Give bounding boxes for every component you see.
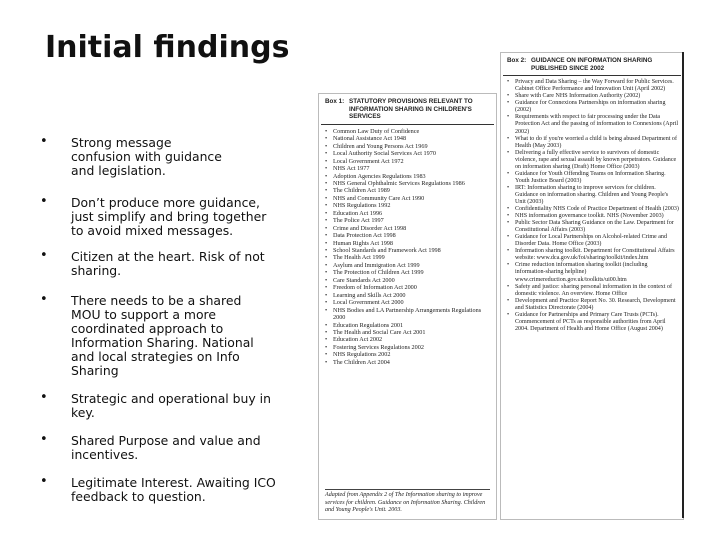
- box-header: [503, 53, 681, 76]
- finding-item: [40, 294, 300, 378]
- bullet-icon: •: [40, 390, 48, 405]
- list-item: • Children and Young Persons Act 1969: [325, 143, 491, 150]
- list-item: • School Standards and Framework Act 1998: [325, 247, 491, 254]
- finding-item: [40, 136, 300, 178]
- list-item: • NHS information governance toolkit. NHS (November 2003): [507, 213, 679, 220]
- list-item: • Education Act 1996: [325, 210, 491, 217]
- bullet-icon: •: [40, 248, 48, 263]
- list-item: • National Assistance Act 1948: [325, 135, 491, 142]
- list-item: • The Health and Social Care Act 2001: [325, 329, 491, 336]
- page-edge-divider: [682, 52, 684, 518]
- list-item: • Human Rights Act 1998: [325, 240, 491, 247]
- list-item: • Share with Care NHS Information Authority (2002): [507, 93, 679, 100]
- list-item: • IRT: Information sharing to improve services for children. Guidance on information sharing. Children and Young People's Unit (2003): [507, 185, 679, 206]
- list-item: • Development and Practice Report No. 30. Research, Development and Statistics Directorate (2004): [507, 298, 679, 312]
- list-item: • Guidance for Partnerships and Primary Care Trusts (PCTs). Commencement of PCTs as responsible authorities from April 2004. Department of Health and Home Office (August 2004): [507, 312, 679, 333]
- list-item: • Guidance for Connexions Partnerships on information sharing (2002): [507, 100, 679, 114]
- list-item: • Fostering Services Regulations 2002: [325, 344, 491, 351]
- list-item: • NHS and Community Care Act 1990: [325, 195, 491, 202]
- finding-text: Legitimate Interest. Awaiting ICO feedback to question.: [71, 475, 276, 504]
- list-item: • Crime reduction information sharing toolkit (including information-sharing helpline) www.crimereduction.gov.uk/toolkits/ui00.htm: [507, 262, 679, 283]
- list-item: • Guidance for Local Partnerships on Alcohol-related Crime and Disorder Data. Home Office (2003): [507, 234, 679, 248]
- list-item: • Guidance for Youth Offending Teams on Information Sharing. Youth Justice Board (2003): [507, 171, 679, 185]
- list-item: • Education Regulations 2001: [325, 322, 491, 329]
- list-item: • Local Authority Social Services Act 1970: [325, 150, 491, 157]
- box-title: STATUTORY PROVISIONS RELEVANT TO INFORMATION SHARING IN CHILDREN'S SERVICES: [349, 98, 473, 121]
- list-item: • The Health Act 1999: [325, 254, 491, 261]
- finding-item: [40, 196, 300, 238]
- finding-text: Shared Purpose and value and incentives.: [71, 433, 261, 462]
- list-item: • Privacy and Data Sharing – the Way Forward for Public Services. Cabinet Office Performance and Innovation Unit (April 2002): [507, 79, 679, 93]
- box-header: [321, 94, 494, 125]
- list-item: • NHS Bodies and LA Partnership Arrangements Regulations 2000: [325, 307, 491, 322]
- statute-list: [319, 128, 496, 367]
- box-footnote: Adapted from Appendix 2 of The Information sharing to improve services for children. Guidance on Information Sharing. Children and Young People's Unit. 2003.: [325, 489, 490, 514]
- list-item: • The Children Act 2004: [325, 359, 491, 366]
- list-item: • Adoption Agencies Regulations 1983: [325, 173, 491, 180]
- finding-text: Strong message confusion with guidance and legislation.: [71, 135, 222, 178]
- list-item: • Common Law Duty of Confidence: [325, 128, 491, 135]
- guidance-list: [501, 79, 683, 333]
- list-item: • The Police Act 1997: [325, 217, 491, 224]
- slide-title: Initial findings: [45, 30, 290, 65]
- list-item: • Local Government Act 2000: [325, 299, 491, 306]
- finding-text: There needs to be a shared MOU to support a more coordinated approach to Information Sharing. National and local strategies on Info Sharing: [71, 293, 254, 378]
- list-item: • Public Sector Data Sharing Guidance on the Law. Department for Constitutional Affairs (2003): [507, 220, 679, 234]
- list-item: • Asylum and Immigration Act 1999: [325, 262, 491, 269]
- list-item: • NHS Regulations 2002: [325, 351, 491, 358]
- box-title: GUIDANCE ON INFORMATION SHARING PUBLISHED SINCE 2002: [531, 57, 653, 72]
- list-item: • NHS General Ophthalmic Services Regulations 1986: [325, 180, 491, 187]
- list-item: • Safety and justice: sharing personal information in the context of domestic violence. An overview. Home Office: [507, 284, 679, 298]
- list-item: • Delivering a fully effective service to survivors of domestic violence, rape and sexual assault by known perpetrators. Guidance on information sharing (Draft) Home Office (2003): [507, 150, 679, 171]
- list-item: • Crime and Disorder Act 1998: [325, 225, 491, 232]
- list-item: • Requirements with respect to fair processing under the Data Protection Act and the passing of information to Connexions (April 2002): [507, 114, 679, 135]
- bullet-icon: •: [40, 134, 48, 149]
- finding-text: Strategic and operational buy in key.: [71, 391, 271, 420]
- list-item: • NHS Regulations 1992: [325, 202, 491, 209]
- list-item: • Care Standards Act 2000: [325, 277, 491, 284]
- list-item: • Education Act 2002: [325, 336, 491, 343]
- finding-item: [40, 392, 300, 420]
- statutory-provisions-box: [318, 93, 497, 520]
- finding-text: Citizen at the heart. Risk of not sharing.: [71, 249, 265, 278]
- list-item: • Freedom of Information Act 2000: [325, 284, 491, 291]
- list-item: • The Children Act 1989: [325, 187, 491, 194]
- list-item: • What to do if you're worried a child is being abused Department of Health (May 2003): [507, 136, 679, 150]
- bullet-icon: •: [40, 292, 48, 307]
- finding-item: [40, 434, 300, 462]
- bullet-icon: •: [40, 474, 48, 489]
- list-item: • Information sharing toolkit. Department for Constitutional Affairs website: www.dca.gov.uk/foi/sharing/toolkit/index.htm: [507, 248, 679, 262]
- list-item: • Local Government Act 1972: [325, 158, 491, 165]
- bullet-icon: •: [40, 432, 48, 447]
- list-item: • Learning and Skills Act 2000: [325, 292, 491, 299]
- finding-text: Don’t produce more guidance, just simplify and bring together to avoid mixed messages.: [71, 195, 267, 238]
- guidance-box: [500, 52, 684, 520]
- finding-item: [40, 250, 300, 278]
- list-item: • NHS Act 1977: [325, 165, 491, 172]
- bullet-icon: •: [40, 194, 48, 209]
- list-item: • The Protection of Children Act 1999: [325, 269, 491, 276]
- list-item: • Confidentiality NHS Code of Practice Department of Health (2003): [507, 206, 679, 213]
- box-label: Box 2:: [507, 57, 527, 64]
- list-item: • Data Protection Act 1998: [325, 232, 491, 239]
- box-label: Box 1:: [325, 98, 345, 105]
- finding-item: [40, 476, 300, 504]
